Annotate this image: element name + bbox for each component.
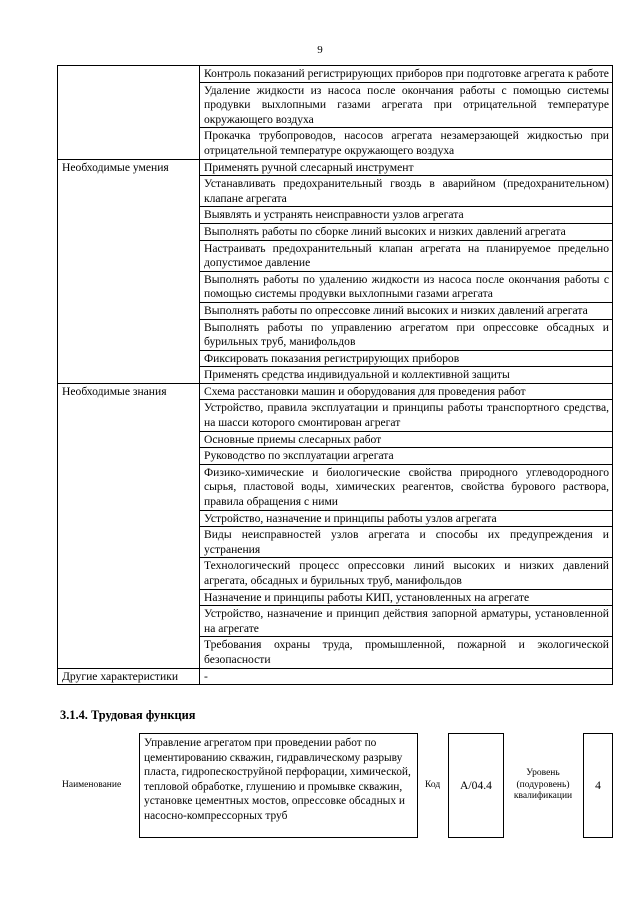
table-cell: Устанавливать предохранительный гвоздь в аварийном (предохранительном) клапане агрегата bbox=[200, 176, 613, 207]
table-cell: Виды неисправностей узлов агрегата и способы их предупреждения и устранения bbox=[200, 527, 613, 558]
table-cell: Удаление жидкости из насоса после окончания работы с помощью системы продувки выхлопными газами агрегата при отрицательной температуре окружающего воздуха bbox=[200, 82, 613, 128]
table-row bbox=[58, 668, 613, 685]
table-cell: Настраивать предохранительный клапан агрегата на планируемое предельно допустимое давление bbox=[200, 240, 613, 271]
table-cell: Выполнять работы по управлению агрегатом при опрессовке обсадных и бурильных труб, манифольдов bbox=[200, 319, 613, 350]
table-cell: Руководство по эксплуатации агрегата bbox=[200, 448, 613, 465]
level-value: 4 bbox=[595, 779, 601, 792]
table-cell: Выполнять работы по сборке линий высоких и низких давлений агрегата bbox=[200, 223, 613, 240]
table-row bbox=[58, 159, 613, 176]
level-box bbox=[583, 733, 613, 838]
level-label: Уровень (подуровень) квалификации bbox=[513, 768, 573, 801]
table-cell: Выполнять работы по опрессовке линий высоких и низких давлений агрегата bbox=[200, 302, 613, 319]
table-row bbox=[58, 383, 613, 400]
table-cell: Требования охраны труда, промышленной, пожарной и экологической безопасности bbox=[200, 637, 613, 668]
table-cell: Технологический процесс опрессовки линий высоких и низких давлений агрегата, обсадных и бурильных труб, манифольдов bbox=[200, 558, 613, 589]
code-label: Код bbox=[425, 780, 441, 790]
row-label bbox=[58, 66, 200, 160]
name-label: Наименование bbox=[62, 780, 122, 790]
table-cell: Устройство, правила эксплуатации и принципы работы транспортного средства, на шасси которого смонтирован агрегат bbox=[200, 400, 613, 431]
table-cell: Выявлять и устранять неисправности узлов агрегата bbox=[200, 207, 613, 224]
section-title: 3.1.4. Трудовая функция bbox=[60, 708, 196, 722]
table-cell: Физико-химические и биологические свойства природного углеводородного сырья, пластовой воды, химических реагентов, свойства бурового раствора, правила обращения с ними bbox=[200, 464, 613, 510]
table-cell: Назначение и принципы работы КИП, установленных на агрегате bbox=[200, 589, 613, 606]
competency-table bbox=[57, 65, 613, 685]
table-cell: Основные приемы слесарных работ bbox=[200, 431, 613, 448]
row-label-other: Другие характеристики bbox=[58, 668, 200, 685]
table-cell: Контроль показаний регистрирующих приборов при подготовке агрегата к работе bbox=[200, 66, 613, 83]
table-cell: Выполнять работы по удалению жидкости из насоса после окончания работы с помощью системы продувки выхлопными газами агрегата bbox=[200, 271, 613, 302]
table-cell: Устройство, назначение и принцип действия запорной арматуры, установленной на агрегате bbox=[200, 606, 613, 637]
code-value: A/04.4 bbox=[460, 779, 492, 792]
table-cell: Фиксировать показания регистрирующих приборов bbox=[200, 350, 613, 367]
row-label-knowledge: Необходимые знания bbox=[58, 383, 200, 668]
table-cell: Прокачка трубопроводов, насосов агрегата незамерзающей жидкостью при отрицательной температуре окружающего воздуха bbox=[200, 128, 613, 159]
table-cell: Применять ручной слесарный инструмент bbox=[200, 159, 613, 176]
table-cell: - bbox=[200, 668, 613, 685]
table-row bbox=[58, 66, 613, 83]
table-cell: Схема расстановки машин и оборудования для проведения работ bbox=[200, 383, 613, 400]
row-label-skills: Необходимые умения bbox=[58, 159, 200, 383]
function-name-box: Управление агрегатом при проведении работ по цементированию скважин, гидравлическому разрыву пласта, гидропескоструйной перфорации, химической, тепловой обработке, глушению и промывке скважин, установке цементных мостов, опрессовке обсадных и насосно-компрессорных труб bbox=[139, 733, 418, 838]
code-box bbox=[448, 733, 504, 838]
table-cell: Устройство, назначение и принципы работы узлов агрегата bbox=[200, 510, 613, 527]
table-cell: Применять средства индивидуальной и коллективной защиты bbox=[200, 367, 613, 384]
page-number: 9 bbox=[317, 44, 323, 56]
